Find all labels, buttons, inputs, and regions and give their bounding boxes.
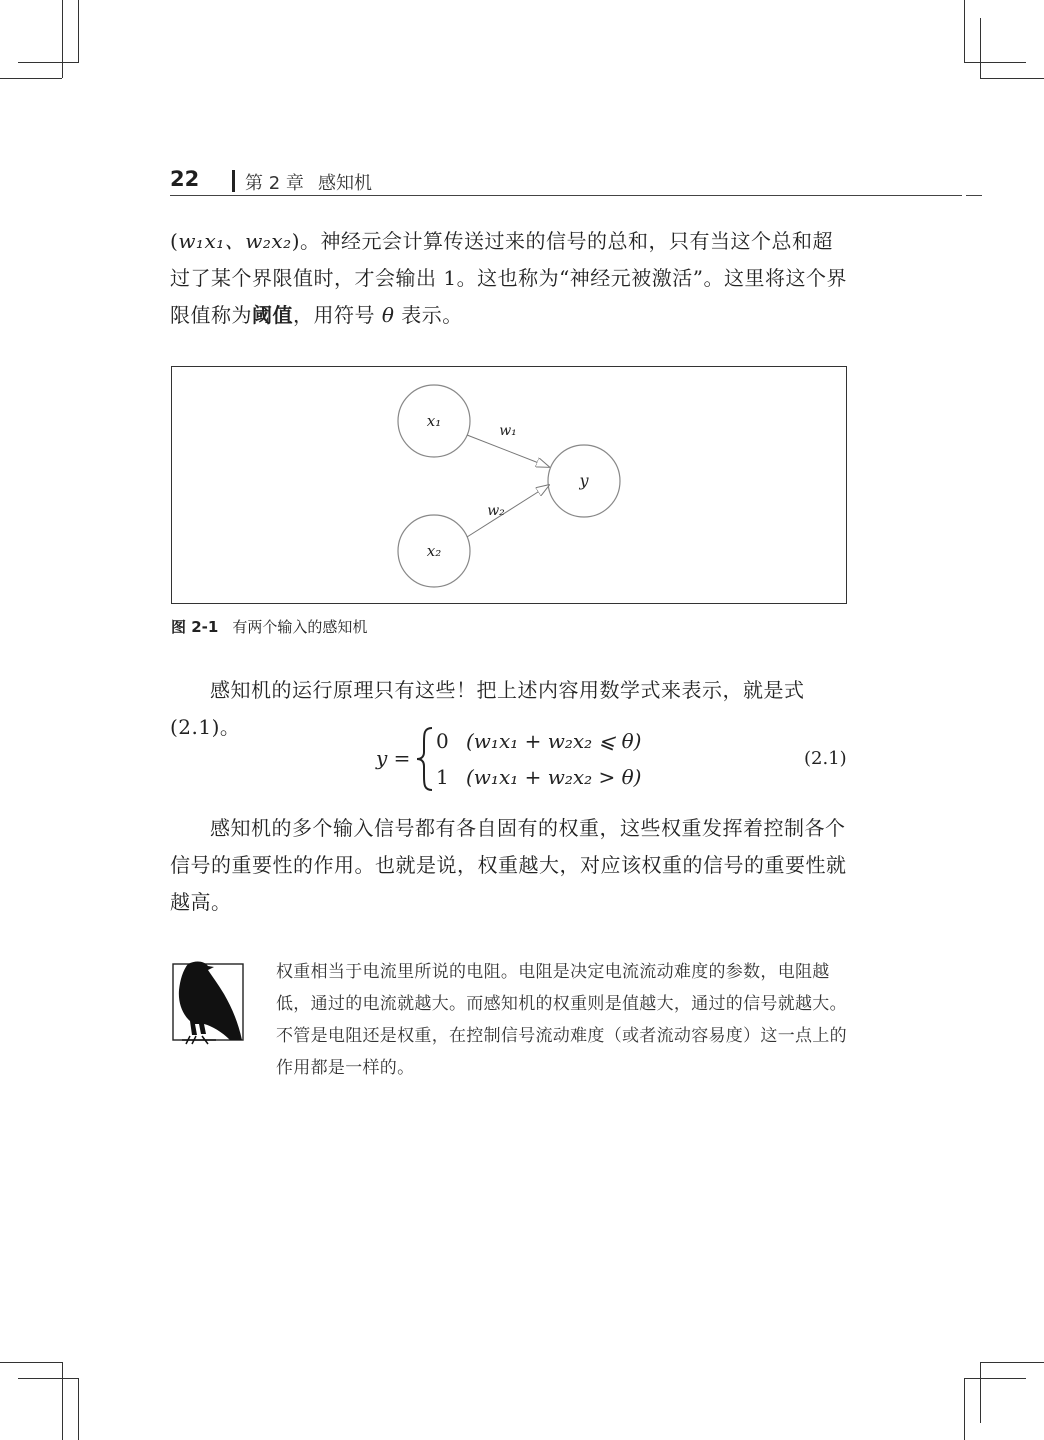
equation-lhs bbox=[376, 746, 410, 770]
paren-close: )。 bbox=[291, 229, 321, 253]
bold-term: 阈值 bbox=[252, 303, 293, 327]
equation-lhs-text: y = bbox=[376, 746, 411, 770]
crop-mark bbox=[964, 1378, 965, 1440]
crop-mark bbox=[964, 0, 965, 62]
crop-mark bbox=[62, 1362, 63, 1440]
paren-open: ( bbox=[170, 229, 179, 253]
crop-mark bbox=[980, 1362, 981, 1423]
intro-text-2: ，用符号 bbox=[293, 303, 382, 327]
crop-mark bbox=[980, 78, 1044, 79]
crop-mark bbox=[78, 1378, 79, 1440]
page-number: 22 bbox=[170, 167, 200, 191]
intro-text-1: 神经元会计算传送过来的信号的总和，只有当这个总和超过了某个界限值时，才会输出 1。这也称为“神经元被激活”。这里将这个界限值称为 bbox=[170, 229, 848, 327]
theta-symbol: θ bbox=[381, 303, 395, 327]
header-chapter: 第 2 章 bbox=[245, 173, 304, 194]
crow-icon bbox=[170, 958, 246, 1046]
intro-text-3: 表示。 bbox=[394, 303, 463, 327]
edge-label-w2: w₂ bbox=[487, 503, 505, 519]
crop-mark bbox=[980, 1362, 1044, 1363]
node-label-x1: x₁ bbox=[426, 412, 442, 430]
edge-w2 bbox=[467, 485, 549, 537]
header-bar bbox=[232, 170, 235, 192]
case-2-value: 1 bbox=[436, 765, 449, 789]
header-chapter-title: 感知机 bbox=[318, 173, 372, 194]
equation-brace bbox=[414, 726, 436, 792]
case-2-condition bbox=[466, 765, 641, 789]
crop-mark bbox=[78, 0, 79, 62]
crop-mark bbox=[62, 0, 63, 78]
header-rule-tail bbox=[966, 195, 982, 196]
crop-mark bbox=[18, 1378, 79, 1379]
case-2-condition-text: (w₁x₁ + w₂x₂ > θ) bbox=[466, 765, 642, 789]
figure-number: 图 2-1 bbox=[171, 618, 219, 636]
paragraph-3: 感知机的多个输入信号都有各自固有的权重，这些权重发挥着控制各个信号的重要性的作用。也就是说，权重越大，对应该权重的信号的重要性就越高。 bbox=[170, 816, 847, 914]
edge-label-w1: w₁ bbox=[499, 423, 517, 439]
note-text: 权重相当于电流里所说的电阻。电阻是决定电流流动难度的参数，电阻越低，通过的电流就越大。而感知机的权重则是值越大，通过的信号就越大。不管是电阻还是权重，在控制信号流动难度（或者流动容易度）这一点上的作用都是一样的。 bbox=[276, 962, 847, 1078]
node-label-x2: x₂ bbox=[426, 542, 442, 560]
perceptron-diagram bbox=[172, 367, 846, 603]
case-1-condition bbox=[466, 729, 641, 753]
node-label-y: y bbox=[579, 471, 589, 490]
figure-caption bbox=[171, 616, 367, 637]
figure-frame bbox=[171, 366, 847, 604]
intro-paragraph bbox=[170, 223, 850, 334]
case-1-condition-text: (w₁x₁ + w₂x₂ ⩽ θ) bbox=[466, 729, 642, 753]
edge-w1 bbox=[467, 435, 549, 467]
crop-mark bbox=[964, 62, 1026, 63]
inline-math: w₁x₁、w₂x₂ bbox=[178, 229, 292, 253]
crop-mark bbox=[980, 18, 981, 79]
crop-mark bbox=[18, 62, 79, 63]
case-1-value: 0 bbox=[436, 729, 449, 753]
equation-number: (2.1) bbox=[804, 748, 847, 769]
crop-mark bbox=[0, 1362, 63, 1363]
figure-caption-text: 有两个输入的感知机 bbox=[232, 618, 368, 636]
crop-mark bbox=[964, 1378, 1026, 1379]
crop-mark bbox=[0, 78, 62, 79]
paragraph-2: 感知机的运行原理只有这些！把上述内容用数学式来表示，就是式 (2.1)。 bbox=[170, 678, 805, 739]
header-rule bbox=[170, 195, 962, 196]
